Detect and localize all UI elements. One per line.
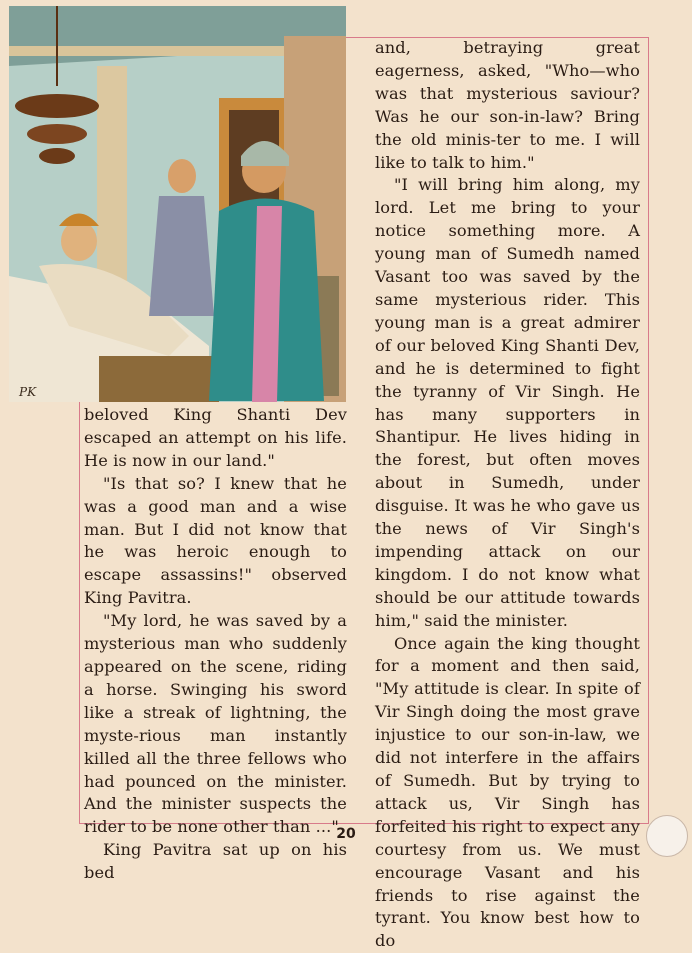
paragraph: beloved King Shanti Dev escaped an attempt on his life. He is now in our land." — [84, 405, 347, 470]
paragraph: Once again the king thought for a moment and then said, "My attitude is clear. In spite of Vir Singh doing the most grave injustice to our son-in-law, we did not interfere in the affairs of Sumedh. But by trying to attack us, Vir Singh has forfeited his right to expect any courtesy from us. We must encourage Vasant and his friends to rise against the tyrant. You know best how to do — [375, 633, 640, 951]
right-text-column — [375, 37, 640, 953]
paragraph: "My lord, he was saved by a mysterious man who suddenly appeared on the scene, riding a horse. Swinging his sword like a streak of lightning, the myste-rious man instantly killed all the three fellows who had pounced on the minister. And the minister suspects the rider to be none other than ..." — [84, 611, 347, 837]
paragraph: "I will bring him along, my lord. Let me bring to your notice something more. A young man of Sumedh named Vasant too was saved by the same mysterious rider. This young man is a great admirer of our beloved King Shanti Dev, and he is determined to fight the tyranny of Vir Singh. He has many supporters in Shantipur. He lives hiding in the forest, but often moves about in Sumedh, under disguise. It was he who gave us the news of Vir Singh's impending attack on our kingdom. I do not know what should be our attitude towards him," said the minister. — [375, 175, 640, 630]
story-illustration — [9, 6, 346, 402]
paragraph: King Pavitra sat up on his bed — [84, 840, 347, 883]
page-number: 20 — [336, 826, 356, 842]
left-text-column — [84, 404, 347, 885]
svg-text:PK: PK — [19, 385, 37, 399]
paragraph: and, betraying great eagerness, asked, "Who—who was that mysterious saviour? Was he our son-in-law? Bring the old minis-ter to me. I will like to talk to him." — [375, 38, 640, 172]
publisher-logo-icon — [646, 815, 688, 857]
paragraph: "Is that so? I knew that he was a good man and a wise man. But I did not know that he was heroic enough to escape assassins!" observed King Pavitra. — [84, 473, 347, 608]
